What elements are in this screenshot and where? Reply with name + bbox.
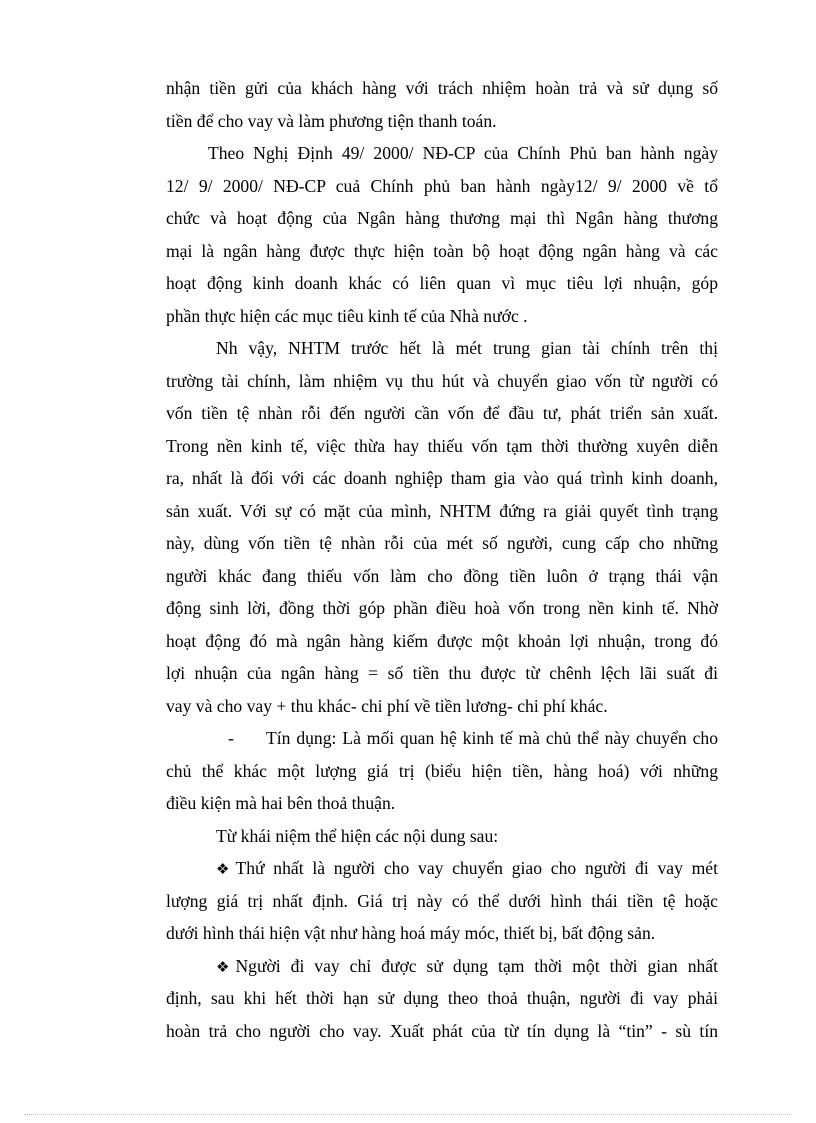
text-line: tiền để cho vay và làm phương tiện thanh toán.	[166, 110, 497, 131]
document-body	[166, 72, 718, 1047]
page-bottom-rule	[24, 1114, 792, 1115]
dash-item-text: Tín dụng: Là mối quan hệ kinh tế mà chủ thể này chuyển cho	[266, 728, 718, 748]
text-line: hoạt động đó mà ngân hàng kiếm được một khoản lợi nhuận, trong đó	[166, 630, 718, 651]
text-line: lợi nhuận của ngân hàng = số tiền thu được từ chênh lệch lãi suất đi	[166, 663, 718, 683]
text-line: phần thực hiện các mục tiêu kinh tế của Nhà nước .	[166, 305, 528, 326]
text-line: hoạt động kinh doanh khác có liên quan vì mục tiêu lợi nhuận, góp	[166, 273, 718, 293]
text-line: người khác đang thiếu vốn làm cho đồng tiền luôn ở trạng thái vận	[166, 565, 718, 586]
text-line: hoàn trả cho người cho vay. Xuất phát của từ tín dụng là “tin” - sù tín	[166, 1020, 718, 1041]
text-line: ra, nhất là đối với các doanh nghiệp tham gia vào quá trình kinh doanh,	[166, 468, 718, 488]
text-line: dưới hình thái hiện vật như hàng hoá máy móc, thiết bị, bất động sản.	[166, 923, 656, 943]
text-line: trường tài chính, làm nhiệm vụ thu hút và chuyển giao vốn từ người có	[166, 370, 718, 391]
paragraph-start-line: Nh vậy, NHTM trước hết là mét trung gian tài chính trên thị	[216, 338, 718, 358]
bullet-item-text: Thứ nhất là người cho vay chuyển giao cho người đi vay mét	[235, 858, 718, 878]
text-line: định, sau khi hết thời hạn sử dụng theo thoả thuận, người đi vay phải	[166, 988, 718, 1008]
bullet-item-text: Người đi vay chỉ được sử dụng tạm thời một thời gian nhất	[235, 955, 718, 976]
text-line: vay và cho vay + thu khác- chi phí về tiền lương- chi phí khác.	[166, 695, 608, 716]
text-line: sản xuất. Với sự có mặt của mình, NHTM đứng ra giải quyết tình trạng	[166, 500, 718, 521]
text-line: chủ thể khác một lượng giá trị (biểu hiện tiền, hàng hoá) với những	[166, 760, 718, 781]
text-line: vốn tiền tệ nhàn rỗi đến người cần vốn để đầu tư, phát triển sản xuất.	[166, 403, 718, 423]
diamond-bullet-icon: ❖	[216, 860, 230, 878]
text-line: động sinh lời, đồng thời góp phần điều hoà vốn trong nền kinh tế. Nhờ	[166, 598, 718, 618]
text-line: mại là ngân hàng được thực hiện toàn bộ hoạt động ngân hàng và các	[166, 240, 718, 261]
bullet-item-line	[166, 852, 718, 885]
dash-item-line	[166, 722, 718, 755]
text-line: 12/ 9/ 2000/ NĐ-CP cuả Chính phủ ban hành ngày12/ 9/ 2000 về tổ	[166, 175, 718, 196]
text-line: Trong nền kinh tế, việc thừa hay thiếu vốn tạm thời thường xuyên diễn	[166, 435, 718, 456]
text-line: điều kiện mà hai bên thoả thuận.	[166, 793, 396, 813]
text-line: lượng giá trị nhất định. Giá trị này có thể dưới hình thái tiền tệ hoặc	[166, 890, 718, 911]
diamond-bullet-icon: ❖	[216, 957, 230, 976]
dash-marker: -	[228, 728, 234, 748]
text-line: này, dùng vốn tiền tệ nhàn rỗi của mét số người, cung cấp cho những	[166, 533, 718, 553]
bullet-item-line	[166, 950, 718, 983]
text-line: nhận tiền gửi của khách hàng với trách nhiệm hoàn trả và sử dụng số	[166, 78, 718, 98]
paragraph-start-line: Từ khái niệm thể hiện các nội dung sau:	[216, 825, 499, 846]
text-line: chức và hoạt động của Ngân hàng thương mại thì Ngân hàng thương	[166, 208, 718, 228]
paragraph-start-line: Theo Nghị Định 49/ 2000/ NĐ-CP của Chính Phủ ban hành ngày	[208, 143, 718, 163]
